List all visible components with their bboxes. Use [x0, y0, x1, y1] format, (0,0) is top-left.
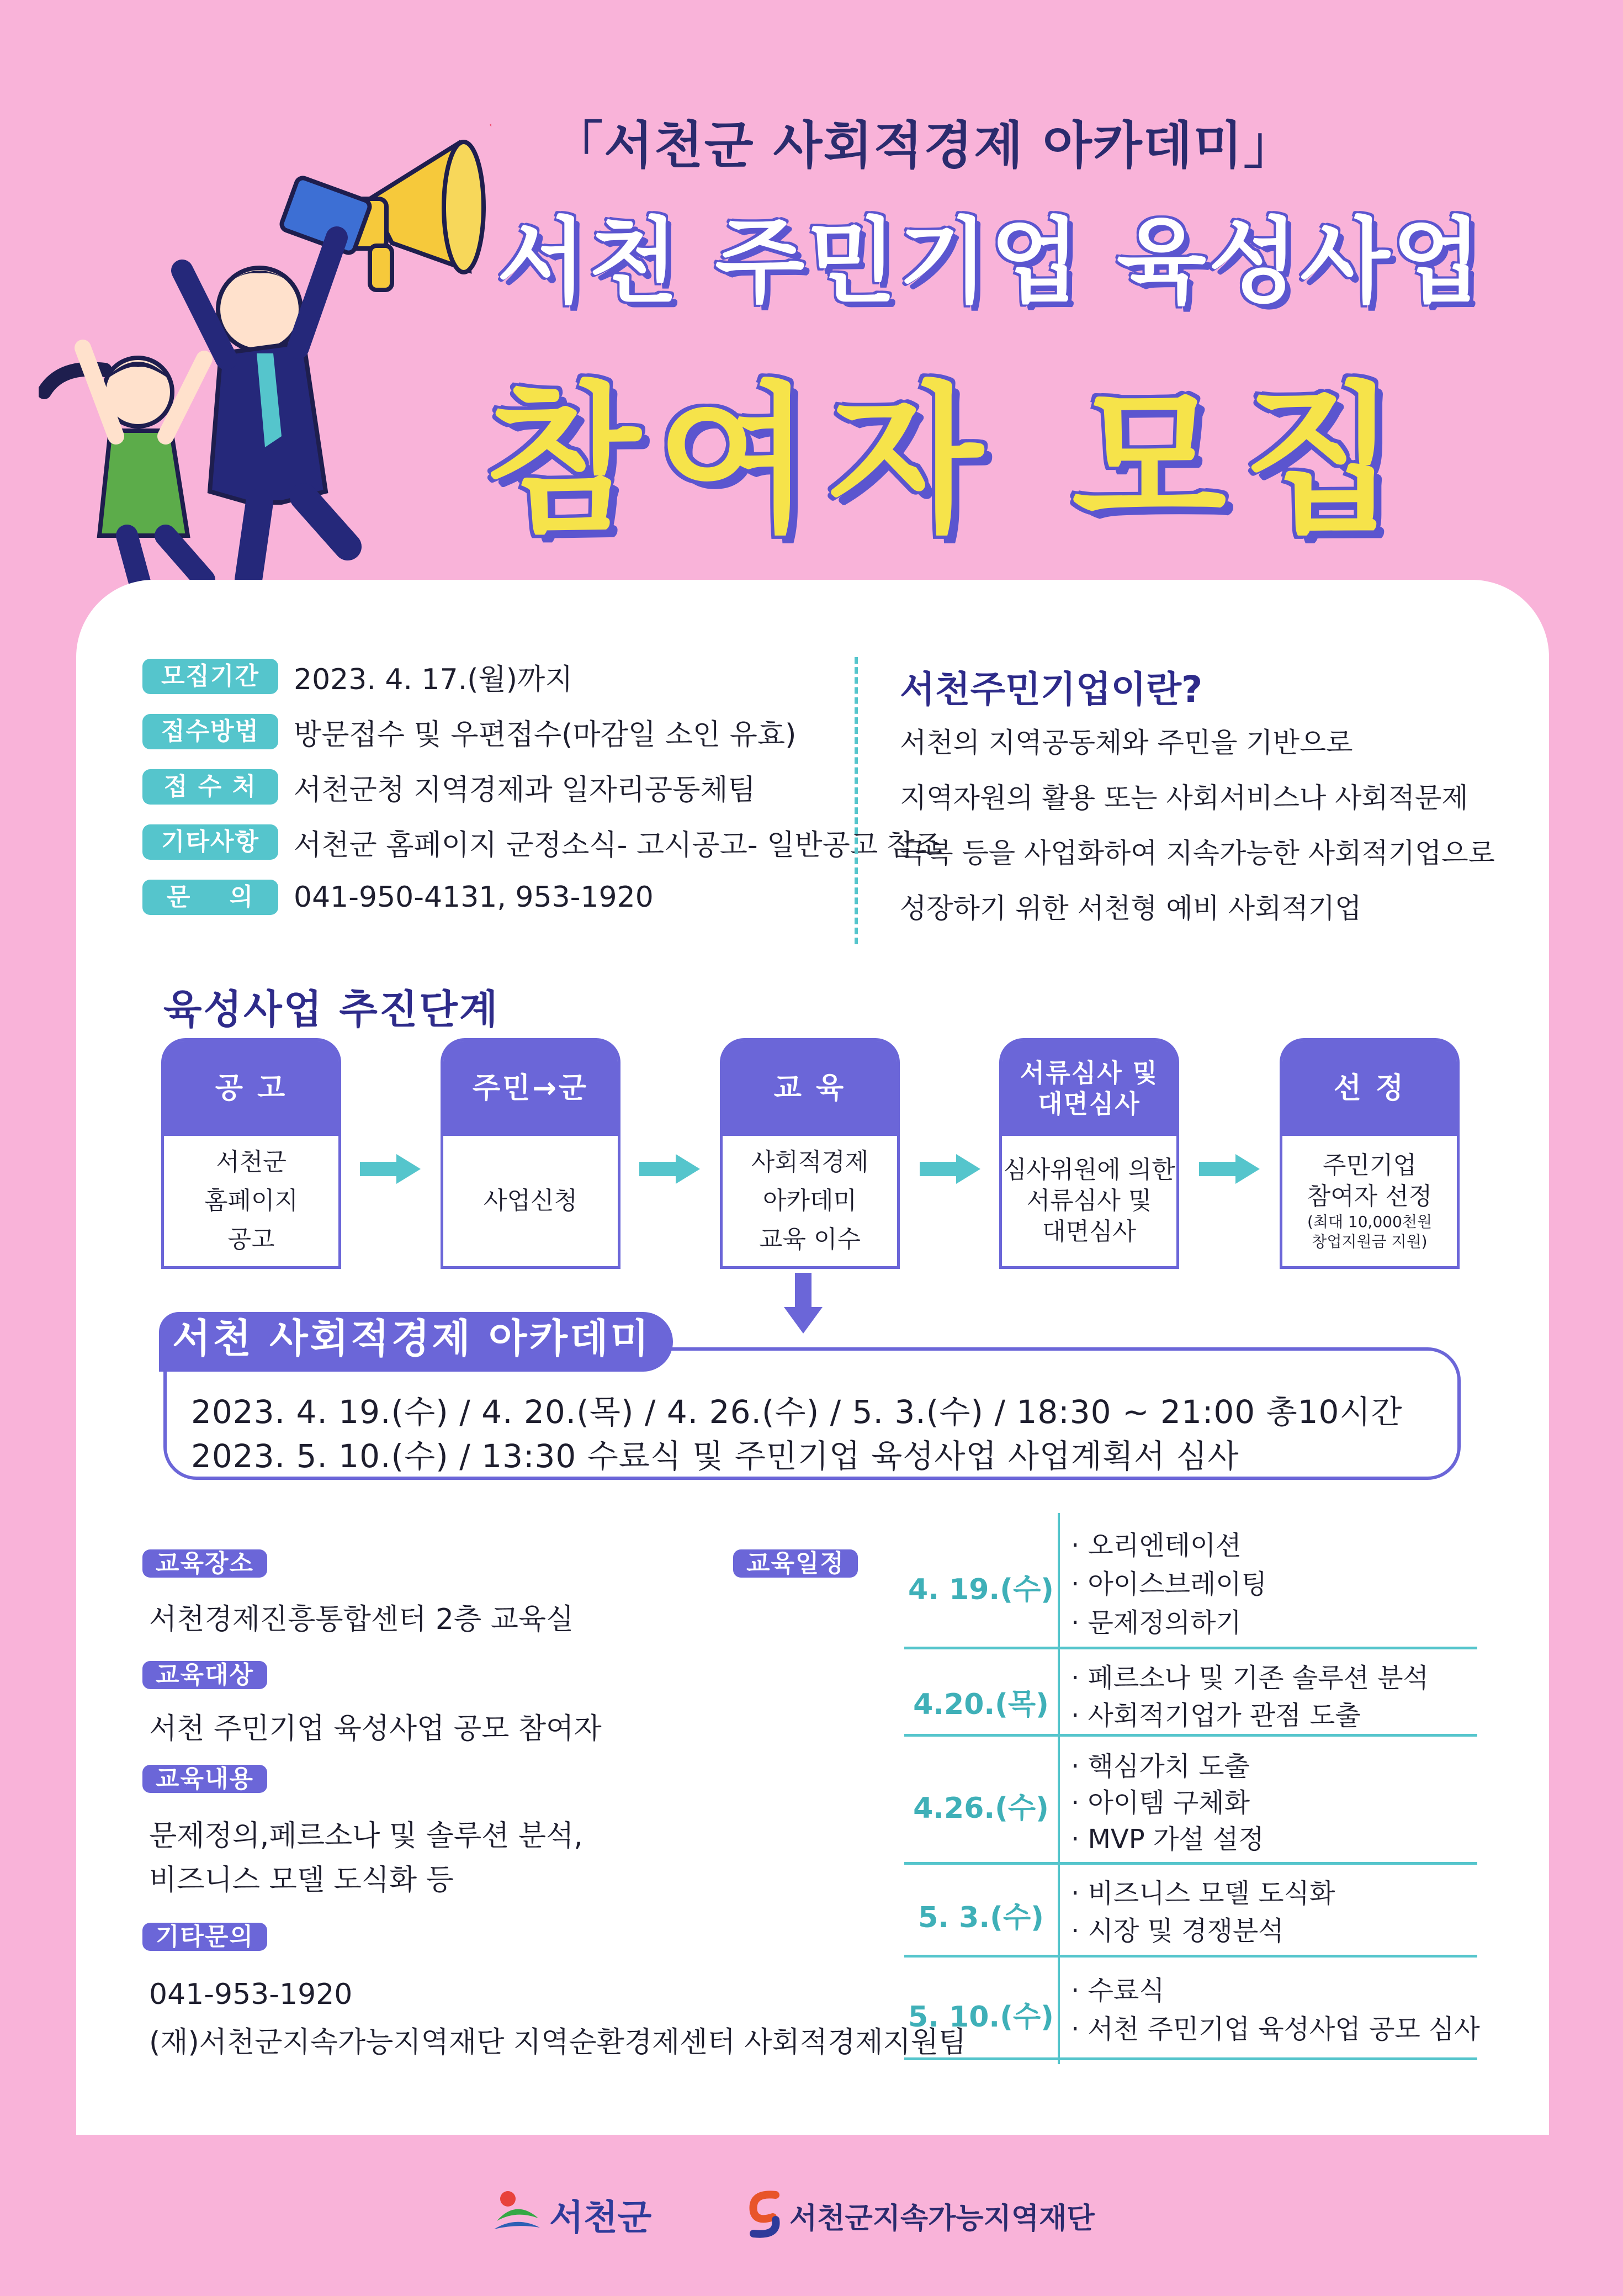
academy-title: 서천 사회적경제 아카데미: [159, 1312, 673, 1372]
schedule-item: · 문제정의하기: [1071, 1607, 1242, 1638]
schedule-item: · 아이스브레이팅: [1071, 1569, 1267, 1600]
schedule-item: · 핵심가치 도출: [1071, 1751, 1250, 1782]
place-label-wrap: [142, 1546, 267, 1581]
arrow-right-icon: [360, 1154, 421, 1184]
about-line: 성장하기 위한 서천형 예비 사회적기업: [900, 892, 1362, 924]
about-title: 서천주민기업이란?: [900, 668, 1203, 711]
info-value: 방문접수 및 우편접수(마감일 소인 유효): [294, 718, 797, 752]
info-row-etc: [142, 820, 942, 864]
info-row-method: [142, 710, 796, 754]
schedule-date: 5. 10.(수): [908, 2001, 1054, 2034]
about-line: 서천의 지역공동체와 주민을 기반으로: [900, 727, 1353, 759]
woman-figure: [44, 348, 204, 596]
info-label: 모집기간: [142, 659, 278, 694]
divider: [855, 657, 858, 944]
content-label: 교육내용: [142, 1765, 267, 1793]
schedule-item: · 수료식: [1071, 1975, 1165, 2006]
schedule-row-line: [904, 1647, 1477, 1649]
target-value: 서천 주민기업 육성사업 공모 참여자: [149, 1712, 602, 1745]
info-row-office: [142, 765, 756, 809]
foundation-logo-text: 서천군지속가능지역재단: [789, 2202, 1095, 2235]
arrow-right-icon: [639, 1154, 700, 1184]
schedule-row-line: [904, 1734, 1477, 1737]
step-body: 사회적경제 아카데미 교육 이수: [751, 1148, 869, 1253]
schedule-date: 4. 19.(수): [908, 1573, 1054, 1606]
process-step-apply: [441, 1038, 620, 1269]
arrow-right-icon: [1199, 1154, 1260, 1184]
place-value: 서천경제진흥통합센터 2층 교육실: [149, 1603, 574, 1636]
process-title: 육성사업 추진단계: [163, 986, 500, 1033]
schedule-item: · 비즈니스 모델 도식화: [1071, 1878, 1335, 1909]
target-label-wrap: [142, 1658, 267, 1693]
process-step-education: [720, 1038, 900, 1269]
page-title: 서천 주민기업 육성사업: [497, 208, 1484, 316]
seocheon-logo-icon: [491, 2188, 541, 2237]
place-label: 교육장소: [142, 1549, 267, 1578]
info-value: 서천군청 지역경제과 일자리공동체팀: [294, 773, 756, 807]
man-figure: [182, 237, 348, 580]
schedule-item: · 시장 및 경쟁분석: [1071, 1916, 1284, 1946]
foundation-logo-icon: [745, 2189, 784, 2239]
step-body: 서천군 홈페이지 공고: [204, 1148, 298, 1253]
target-label: 교육대상: [142, 1661, 267, 1689]
schedule-row-line: [904, 2057, 1477, 2060]
step-body: 심사위원에 의한 서류심사 및 대면심사: [1003, 1156, 1175, 1246]
contact-phone: 041-953-1920: [149, 1978, 353, 2011]
contact-org: (재)서천군지속가능지역재단 지역순환경제센터 사회적경제지원팀: [149, 2026, 967, 2059]
about-line: 극복 등을 사업화하여 지속가능한 사회적기업으로: [900, 837, 1495, 869]
contact-label: 기타문의: [142, 1923, 267, 1951]
about-line: 지역자원의 활용 또는 사회서비스나 사회적문제: [900, 782, 1468, 814]
step-body: 주민기업 참여자 선정 (최대 10,000천원 창업지원금 지원): [1307, 1151, 1433, 1251]
schedule-item: · 오리엔테이션: [1071, 1530, 1242, 1561]
step-head: 서류심사 및 대면심사: [1002, 1041, 1176, 1136]
info-value: 2023. 4. 17.(월)까지: [294, 663, 573, 696]
info-label: 접수방법: [142, 714, 278, 749]
process-step-review: [999, 1038, 1179, 1269]
content-value: 비즈니스 모델 도식화 등: [149, 1864, 454, 1897]
content-value: 문제정의,페르소나 및 솔루션 분석,: [149, 1819, 583, 1853]
schedule-label-wrap: [733, 1546, 858, 1581]
content-label-wrap: [142, 1761, 267, 1797]
step-head: 교 육: [723, 1041, 897, 1136]
info-value: 서천군 홈페이지 군정소식- 고시공고- 일반공고 참조: [294, 828, 943, 862]
info-value: 041-950-4131, 953-1920: [294, 881, 654, 914]
info-row-period: [142, 654, 573, 699]
process-step-selection: [1280, 1038, 1460, 1269]
schedule-item: · 서천 주민기업 육성사업 공모 심사: [1071, 2014, 1480, 2045]
event-subtitle: 「서천군 사회적경제 아카데미」: [552, 116, 1296, 175]
process-step-notice: [161, 1038, 341, 1269]
schedule-date: 5. 3.(수): [918, 1901, 1044, 1934]
schedule-item: · MVP 가설 설정: [1071, 1824, 1264, 1855]
step-head: 공 고: [164, 1041, 338, 1136]
schedule-divider: [1058, 1513, 1060, 2064]
megaphone-icon: [348, 110, 491, 290]
arrow-down-icon: [784, 1273, 823, 1334]
info-label: 기타사항: [142, 824, 278, 860]
page-headline: 참여자 모집: [486, 368, 1414, 554]
step-head: 주민→군: [443, 1041, 618, 1136]
schedule-item: · 사회적기업가 관점 도출: [1071, 1700, 1361, 1731]
schedule-item: · 페르소나 및 기존 솔루션 분석: [1071, 1663, 1429, 1694]
academy-line: 2023. 5. 10.(수) / 13:30 수료식 및 주민기업 육성사업 사업계획서 심사: [191, 1437, 1239, 1475]
schedule-row-line: [904, 1955, 1477, 1958]
arrow-right-icon: [920, 1154, 980, 1184]
step-head: 선 정: [1282, 1041, 1457, 1136]
schedule-item: · 아이템 구체화: [1071, 1787, 1250, 1818]
schedule-date: 4.26.(수): [913, 1792, 1049, 1825]
illustration-workers-cheering: [39, 105, 491, 602]
schedule-row-line: [904, 1862, 1477, 1865]
info-label: 접 수 처: [142, 769, 278, 805]
info-label: 문 의: [142, 880, 278, 915]
seocheon-logo-text: 서천군: [549, 2198, 652, 2239]
step-body: 사업신청: [483, 1187, 577, 1215]
academy-line: 2023. 4. 19.(수) / 4. 20.(목) / 4. 26.(수) / 5. 3.(수) / 18:30 ~ 21:00 총10시간: [191, 1393, 1403, 1431]
info-row-contact: [142, 875, 654, 919]
contact-label-wrap: [142, 1919, 267, 1955]
schedule-label: 교육일정: [733, 1549, 858, 1578]
schedule-date: 4.20.(목): [913, 1688, 1049, 1721]
